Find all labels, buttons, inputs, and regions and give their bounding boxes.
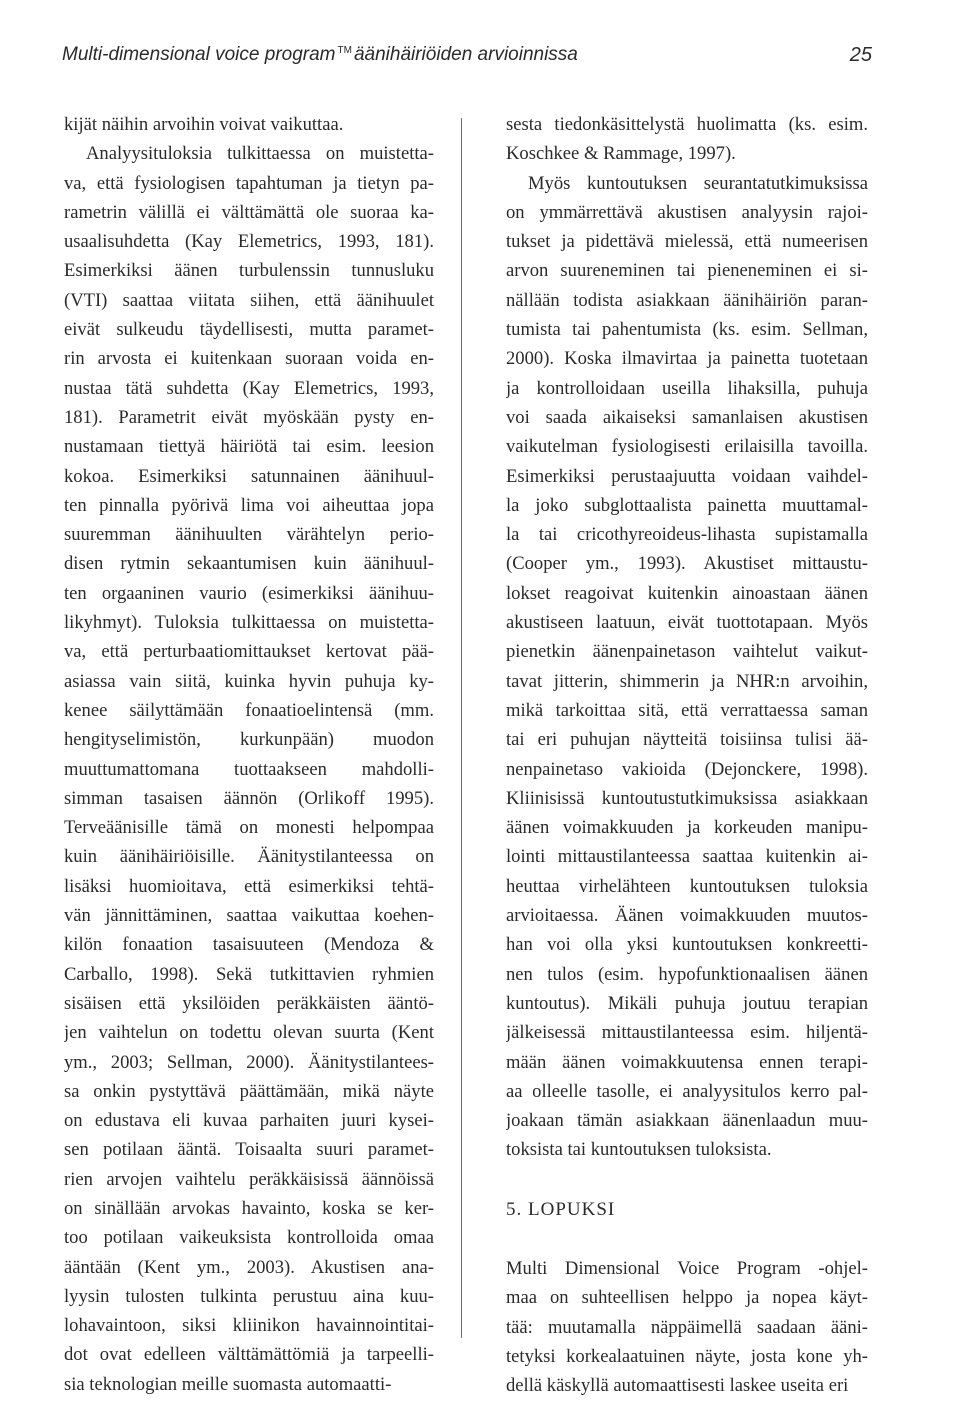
text-line: Esimerkiksi perustaajuutta voidaan vaihdel- — [506, 465, 868, 487]
text-line: sisäisen että yksilöiden peräkkäisten ääntö- — [64, 992, 434, 1014]
text-line: lohavaintoon, siksi kliinikon havainnointitai- — [64, 1315, 434, 1337]
text-line: likyhmyt). Tuloksia tulkittaessa on muistetta- — [64, 612, 434, 634]
text-line: on ymmärrettävä akustisen analyysin rajoi- — [506, 201, 868, 223]
text-line: la joko subglottaalista painetta muuttamal- — [506, 494, 868, 516]
text-line: (VTI) saattaa viitata siihen, että äänihuulet — [64, 289, 434, 311]
text-line: jen vaihtelun on todettu olevan suurta (Kent — [64, 1022, 434, 1044]
text-line: disen rytmin sekaantumisen kuin äänihuul- — [64, 553, 434, 575]
text-line: ten pinnalla pyörivä lima voi aiheuttaa jopa — [64, 494, 434, 516]
text-line: heuttaa virhelähteen kuntoutuksen tuloksia — [506, 875, 868, 897]
text-line: sa onkin pystyttävä päättämään, mikä näyte — [64, 1080, 434, 1102]
text-line: Multi Dimensional Voice Program -ohjel- — [506, 1257, 868, 1279]
text-line: äänen voimakkuuden ja korkeuden manipu- — [506, 817, 868, 839]
text-line: tää: muutamalla näppäimellä saadaan ääni- — [506, 1316, 868, 1338]
text-line: Esimerkiksi äänen turbulenssin tunnusluku — [64, 260, 434, 282]
text-line: hengityselimistön, kurkunpään) muodon — [64, 729, 434, 751]
text-line: asiassa vain siitä, kuinka hyvin puhuja ky- — [64, 670, 434, 692]
right-column-body — [506, 110, 868, 1165]
left-column — [64, 110, 434, 1399]
text-line: vän jännittäminen, saattaa vaikuttaa koehen- — [64, 905, 434, 927]
text-line: lointi mittaustilanteessa saattaa kuitenkin ai- — [506, 846, 868, 868]
text-line: (Cooper ym., 1993). Akustiset mittaustu- — [506, 553, 868, 575]
text-line: usaalisuhdetta (Kay Elemetrics, 1993, 181). — [64, 231, 434, 253]
text-line: nen tulos (esim. hypofunktionaalisen äänen — [506, 963, 868, 985]
text-line: nustamaan tiettyä häiriötä tai esim. leesion — [64, 436, 434, 458]
column-divider — [461, 118, 462, 1338]
text-line: ääntään (Kent ym., 2003). Akustisen ana- — [64, 1256, 434, 1278]
text-line: ym., 2003; Sellman, 2000). Äänitystilantees- — [64, 1051, 434, 1073]
text-line: va, että fysiologisen tapahtuman ja tietyn pa- — [64, 172, 434, 194]
text-line: on edustava eli kuvaa parhaiten juuri kysei- — [64, 1110, 434, 1132]
text-line: eivät sulkeudu täydellisesti, mutta paramet- — [64, 319, 434, 341]
trademark-symbol: TM — [337, 44, 352, 56]
text-line: tukset ja pidettävä mielessä, että numeerisen — [506, 231, 868, 253]
text-line: dellä käskyllä automaattisesti laskee useita eri — [506, 1375, 849, 1397]
text-line: rien arvojen vaihtelu peräkkäisissä äännöissä — [64, 1168, 434, 1190]
text-line: nenpainetaso vakioida (Dejonckere, 1998). — [506, 758, 868, 780]
text-line: aa olleelle tasolle, ei analyysitulos kerro pal- — [506, 1080, 868, 1102]
text-line: kenee säilyttämään fonaatioelintensä (mm. — [64, 699, 434, 721]
text-line: too potilaan vaikeuksista kontrolloida omaa — [64, 1227, 434, 1249]
text-line: la tai cricothyreoideus-lihasta supistamalla — [506, 524, 868, 546]
text-line: va, että perturbaatiomittaukset kertovat pää- — [64, 641, 434, 663]
text-line: pienetkin äänenpainetason vaihtelut vaikut- — [506, 641, 868, 663]
text-line: Carballo, 1998). Sekä tutkittavien ryhmien — [64, 963, 434, 985]
text-line: Koschkee & Rammage, 1997). — [506, 143, 736, 165]
right-column-section-body — [506, 1254, 868, 1400]
text-line: akustiseen laatuun, eivät tuottotapaan. Myös — [506, 612, 868, 634]
text-line: tavat jitterin, shimmerin ja NHR:n arvoihin, — [506, 670, 868, 692]
text-line: nällään todista asiakkaan äänihäiriön paran- — [506, 289, 868, 311]
text-line: Myös kuntoutuksen seurantatutkimuksissa — [528, 172, 868, 194]
text-line: tumista tai pahentumista (ks. esim. Sellman, — [506, 319, 868, 341]
text-line: voi saada aikaiseksi samanlaisen akustisen — [506, 406, 868, 428]
text-line: nustaa tätä suhdetta (Kay Elemetrics, 1993, — [64, 377, 434, 399]
text-line: vaikutelman fysiologisesti erilaisilla tavoilla. — [506, 436, 868, 458]
text-line: tai eri puhujan näytteitä toisiinsa tulisi ää- — [506, 729, 868, 751]
text-line: dot ovat edelleen välttämättömiä ja tarpeelli- — [64, 1344, 434, 1366]
text-line: kuin äänihäiriöisille. Äänitystilanteessa on — [64, 846, 434, 868]
text-line: lokset reagoivat kuitenkin ainoastaan äänen — [506, 582, 868, 604]
text-line: kijät näihin arvoihin voivat vaikuttaa. — [64, 114, 344, 135]
running-title-main: Multi-dimensional voice program — [62, 44, 336, 65]
text-line: kokoa. Esimerkiksi satunnainen äänihuul- — [64, 465, 434, 487]
text-line: sia teknologian meille suomasta automaatti- — [64, 1373, 392, 1395]
text-line: joakaan tämän asiakkaan äänenlaadun muu- — [506, 1110, 868, 1132]
running-title — [62, 44, 578, 66]
text-line: kilön fonaation tasaisuuteen (Mendoza & — [64, 934, 434, 956]
text-line: suuremman äänihuulten värähtelyn perio- — [64, 524, 434, 546]
text-line: simman tasaisen äännön (Orlikoff 1995). — [64, 787, 434, 809]
text-line: Terveäänisille tämä on monesti helpompaa — [64, 817, 434, 839]
text-line: Analyysituloksia tulkittaessa on muistetta- — [86, 143, 434, 165]
running-header — [62, 44, 872, 76]
text-line: toksista tai kuntoutuksen tuloksista. — [506, 1139, 772, 1161]
text-line: tetyksi korkealaatuinen näyte, josta kone yh- — [506, 1345, 868, 1367]
right-column — [506, 110, 868, 1400]
text-line: arvon suureneminen tai pieneneminen ei si- — [506, 260, 868, 282]
text-line: ja kontrolloidaan useilla lihaksilla, puhuja — [506, 377, 868, 399]
text-line: 2000). Koska ilmavirtaa ja painetta tuotetaan — [506, 348, 868, 370]
text-line: lisäksi huomioitava, että esimerkiksi tehtä- — [64, 875, 434, 897]
text-line: muuttumattomana tuottaakseen mahdolli- — [64, 758, 434, 780]
text-line: Kliinisissä kuntoutustutkimuksissa asiakkaan — [506, 787, 868, 809]
text-line: lyysin tulosten tulkinta perustuu aina kuu- — [64, 1285, 434, 1307]
text-line: rametrin välillä ei välttämättä ole suoraa ka- — [64, 201, 434, 223]
text-line: on sinällään arvokas havainto, koska se ker- — [64, 1197, 434, 1219]
text-line: han voi olla yksi kuntoutuksen konkreetti- — [506, 934, 868, 956]
page-number: 25 — [849, 44, 872, 66]
text-line: rin arvosta ei kuitenkaan suoraan voida en- — [64, 348, 434, 370]
text-line: 181). Parametrit eivät myöskään pysty en- — [64, 406, 434, 428]
running-title-rest: äänihäiriöiden arvioinnissa — [353, 44, 578, 65]
text-line: arvioitaessa. Äänen voimakkuuden muutos- — [506, 905, 868, 927]
text-line: sesta tiedonkäsittelystä huolimatta (ks. esim. — [506, 114, 868, 135]
text-line: mään äänen voimakkuutensa ennen terapi- — [506, 1051, 868, 1073]
text-line: jälkeisessä mittaustilanteessa esim. hiljentä- — [506, 1022, 868, 1044]
text-line: ten orgaaninen vaurio (esimerkiksi äänihuu- — [64, 582, 434, 604]
section-heading: 5. LOPUKSI — [506, 1198, 616, 1220]
text-line: mikä tarkoittaa sitä, että verrattaessa saman — [506, 699, 868, 721]
text-line: sen potilaan ääntä. Toisaalta suuri paramet- — [64, 1139, 434, 1161]
text-line: kuntoutus). Mikäli puhuja joutuu terapian — [506, 992, 868, 1014]
text-line: maa on suhteellisen helppo ja nopea käyt- — [506, 1287, 868, 1309]
